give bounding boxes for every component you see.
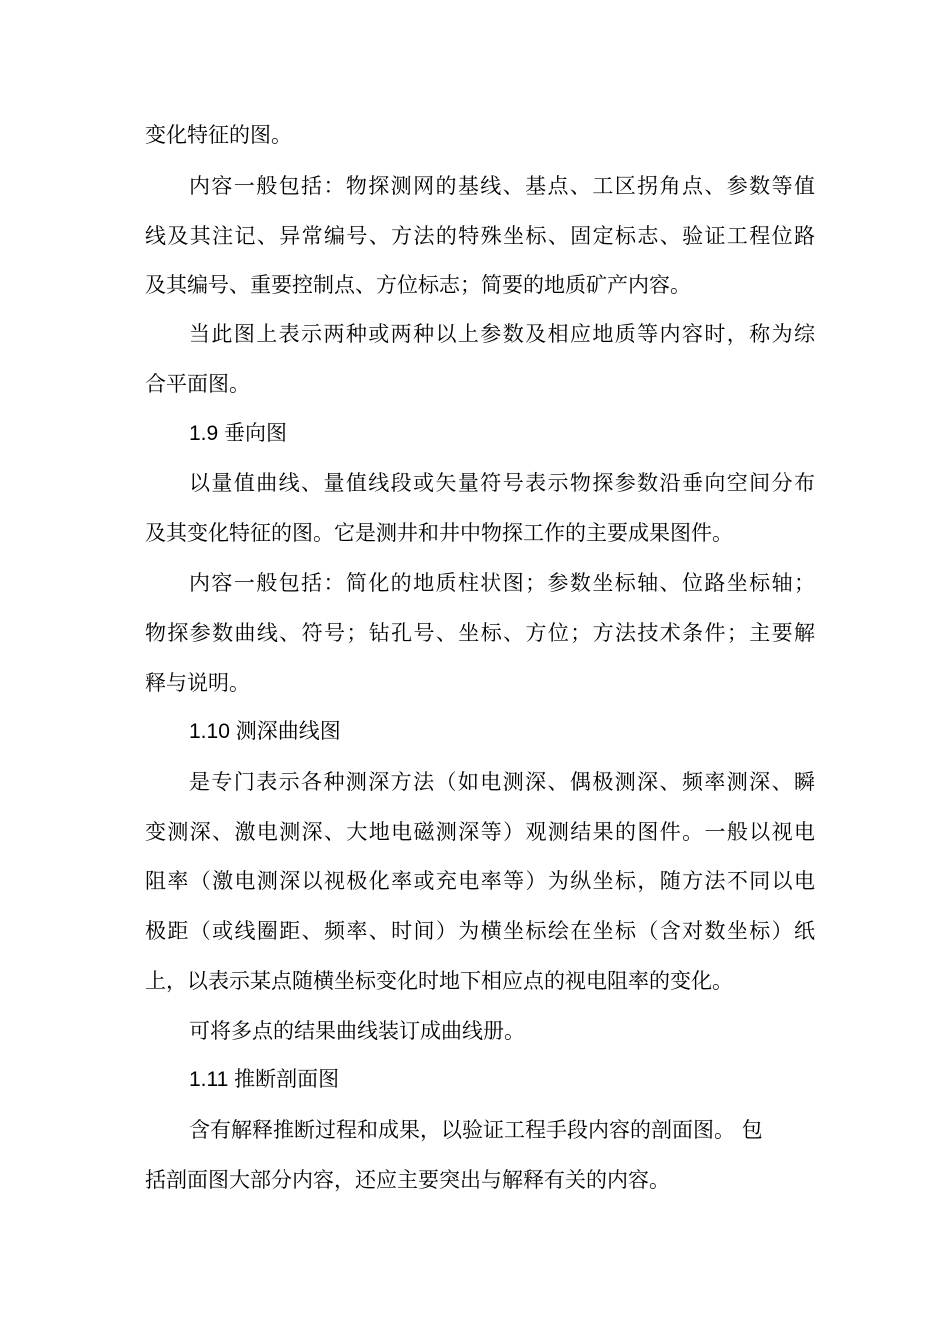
body-text-line: 含有解释推断过程和成果，以验证工程手段内容的剖面图。 包	[189, 1118, 763, 1142]
body-text-line: 及其变化特征的图。它是测井和井中物探工作的主要成果图件。	[145, 521, 733, 545]
body-text-line: 括剖面图大部分内容，还应主要突出与解释有关的内容。	[145, 1168, 670, 1192]
body-text-line: 合平面图。	[145, 372, 250, 396]
body-text-line: 是专门表示各种测深方法（如电测深、偶极测深、频率测深、瞬	[189, 770, 815, 794]
body-text-line: 变测深、激电测深、大地电磁测深等）观测结果的图件。一般以视电	[145, 820, 815, 844]
body-text-line: 阻率（激电测深以视极化率或充电率等）为纵坐标，随方法不同以电	[145, 869, 815, 893]
section-heading: 1.9 垂向图	[189, 422, 288, 445]
body-text-line: 线及其注记、异常编号、方法的特殊坐标、固定标志、验证工程位路	[145, 224, 815, 248]
section-heading: 1.10 测深曲线图	[189, 720, 341, 743]
body-text-line: 物探参数曲线、符号；钻孔号、坐标、方位；方法技术条件；主要解	[145, 621, 815, 645]
section-heading: 1.11 推断剖面图	[189, 1068, 340, 1091]
body-text-line: 释与说明。	[145, 671, 250, 695]
body-text-line: 极距（或线圈距、频率、时间）为横坐标绘在坐标（含对数坐标）纸	[145, 919, 815, 943]
body-text-line: 内容一般包括：物探测网的基线、基点、工区拐角点、参数等值	[189, 174, 815, 198]
body-text-line: 内容一般包括：简化的地质柱状图；参数坐标轴、位路坐标轴；	[189, 571, 815, 595]
body-text-line: 当此图上表示两种或两种以上参数及相应地质等内容时，称为综	[189, 322, 815, 346]
body-text-line: 及其编号、重要控制点、方位标志；简要的地质矿产内容。	[145, 273, 691, 297]
body-text-line: 上，以表示某点随横坐标变化时地下相应点的视电阻率的变化。	[145, 969, 733, 993]
body-text-line: 以量值曲线、量值线段或矢量符号表示物探参数沿垂向空间分布	[189, 471, 815, 495]
body-text-line: 变化特征的图。	[145, 123, 292, 147]
body-text-line: 可将多点的结果曲线装订成曲线册。	[189, 1019, 525, 1043]
